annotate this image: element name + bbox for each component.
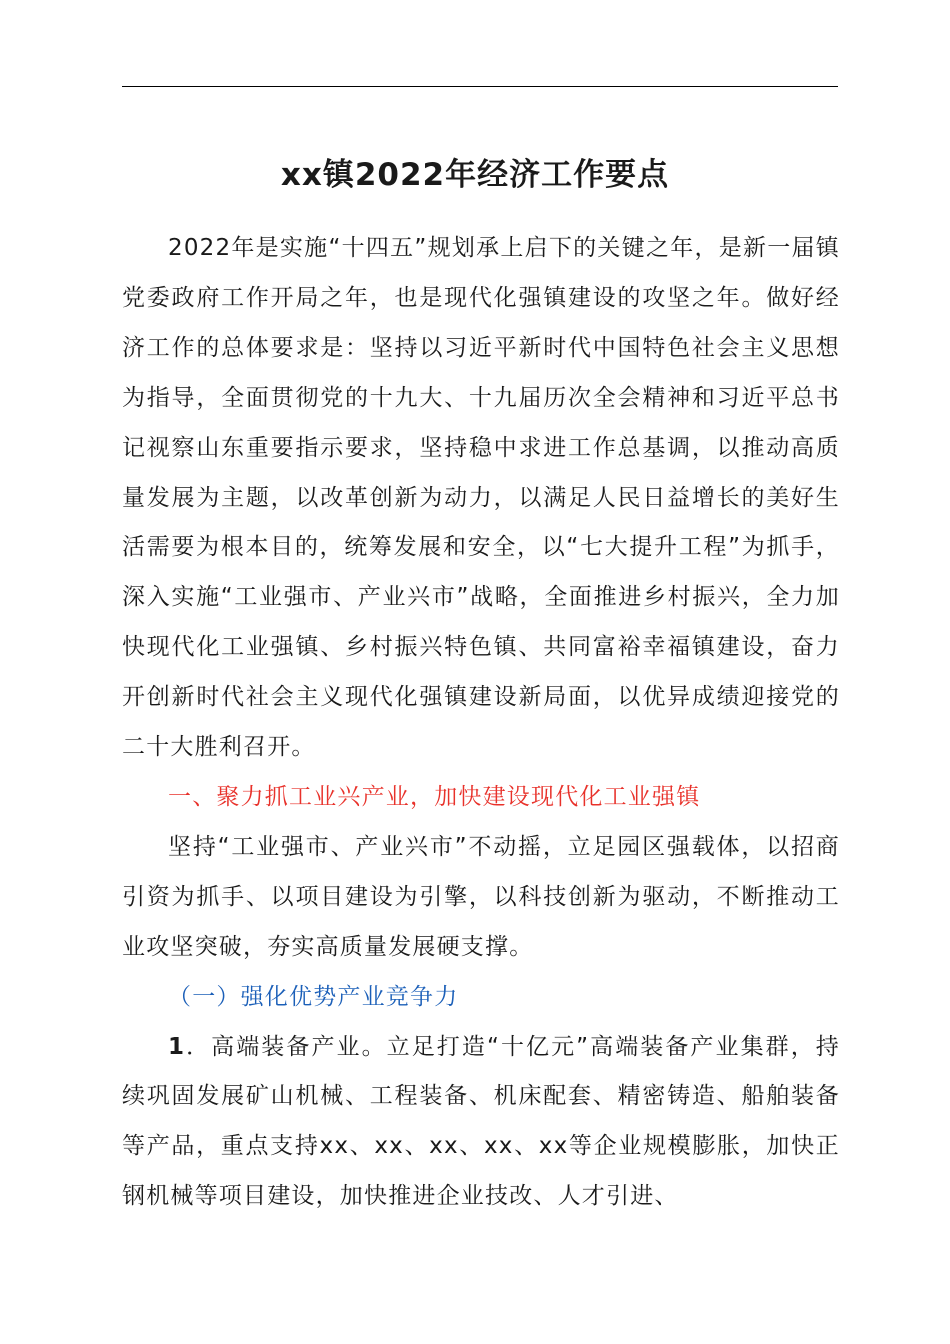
intro-paragraph: 2022年是实施“十四五”规划承上启下的关键之年，是新一届镇党委政府工作开局之年，也是现代化强镇建设的攻坚之年。做好经济工作的总体要求是：坚持以习近平新时代中国特色社会主义思想为指导，全面贯彻党的十九大、十九届历次全会精神和习近平总书记视察山东重要指示要求，坚持稳中求进工作总基调，以推动高质量发展为主题，以改革创新为动力，以满足人民日益增长的美好生活需要为根本目的，统筹发展和安全，以“七大提升工程”为抓手，深入实施“工业强市、产业兴市”战略，全面推进乡村振兴，全力加快现代化工业强镇、乡村振兴特色镇、共同富裕幸福镇建设，奋力开创新时代社会主义现代化强镇建设新局面，以优异成绩迎接党的二十大胜利召开。 <box>122 235 840 761</box>
item-text: ．高端装备产业。立足打造“十亿元”高端装备产业集群，持续巩固发展矿山机械、工程装备、机床配套、精密铸造、船舶装备等产品，重点支持xx、xx、xx、xx、xx等企业规模膨胀，加快正钢机械等项目建设，加快推进企业技改、人才引进、 <box>122 1033 840 1210</box>
section-heading: 一、聚力抓工业兴产业，加快建设现代化工业强镇 <box>168 783 701 810</box>
item-paragraph <box>122 1023 840 1223</box>
section-paragraph: 坚持“工业强市、产业兴市”不动摇，立足园区强载体，以招商引资为抓手、以项目建设为引擎，以科技创新为驱动，不断推动工业攻坚突破，夯实高质量发展硬支撑。 <box>122 833 840 960</box>
subsection-heading: （一）强化优势产业竞争力 <box>168 983 459 1010</box>
header-rule <box>122 86 838 87</box>
document-body <box>122 224 840 1222</box>
document-title: xx镇2022年经济工作要点 <box>280 157 670 193</box>
item-number: 1 <box>168 1033 186 1060</box>
